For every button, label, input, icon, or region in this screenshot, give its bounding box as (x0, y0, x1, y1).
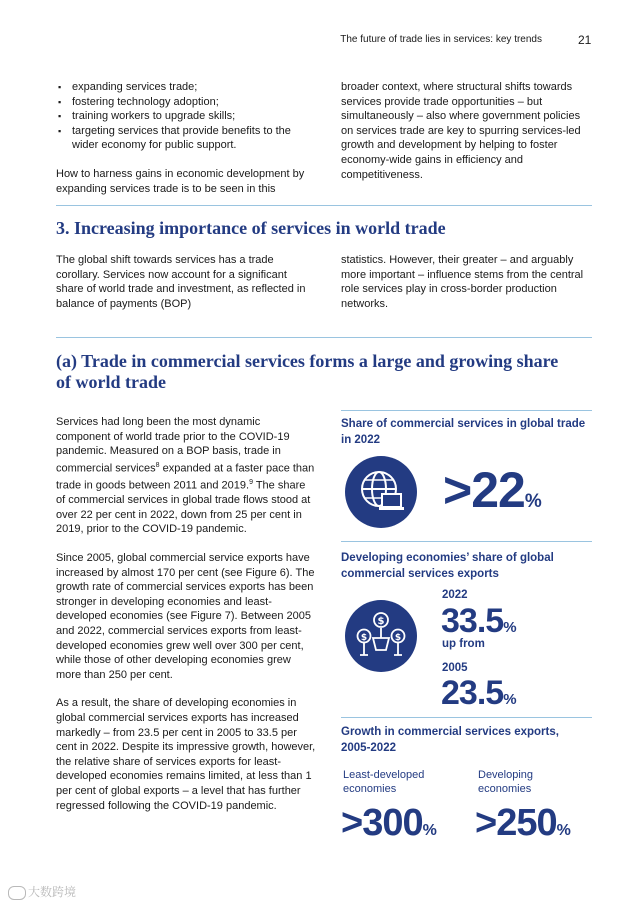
body-left-column (56, 415, 316, 813)
globe-computer-icon (345, 456, 417, 528)
value-number: 23.5 (441, 674, 504, 712)
page-number: 21 (578, 33, 592, 47)
value-number: >250 (475, 802, 557, 844)
value-unit: % (556, 822, 571, 839)
svg-text:$: $ (360, 633, 368, 643)
section3-right-paragraph: statistics. However, their greater – and arguably more important – influence stems from the central role services play in cross-border production networks. (341, 254, 584, 310)
section-heading: 3. Increasing importance of services in world trade (56, 218, 446, 238)
value-unit: % (422, 822, 437, 839)
sidebar-divider (341, 717, 592, 718)
watermark-logo-icon (8, 886, 26, 900)
body-paragraph-3: As a result, the share of developing economies in global commercial services exports has increased markedly – from 23.5 per cent in 2005 to 33.5 per cent in 2022. Despite its impressive growth, however, the relative share of services exports for least-developed economies remains limited, at less than 1 per cent of global exports – a level that has further regressed following the COVID-19 pandemic. (56, 697, 316, 812)
body-paragraph-1 (56, 415, 316, 537)
section3-left-paragraph: The global shift towards services has a trade corollary. Services now account for a significant share of world trade and investment, as reflected in balance of payments (BOP) (56, 254, 306, 310)
box2-title: Developing economies’ share of global commercial services exports (341, 552, 554, 580)
para1-text: expanded at a faster pace than trade in goods between 2011 and 2019. (56, 462, 315, 492)
para1-text: The share of commercial services in global trade flows stood at over 22 per cent in 2022, down from 25 per cent in 2019, prior to the COVID-19 pandemic. (56, 479, 311, 536)
bullet-item: ▪ expanding services trade; (56, 80, 314, 95)
svg-text:$: $ (377, 616, 385, 627)
box1-value (443, 462, 542, 530)
para1-text: Services had long been the most dynamic component of world trade prior to the COVID-19 pandemic. Measured on a BOP basis, trade in commercial services (56, 416, 290, 475)
sidebar-divider (341, 541, 592, 542)
bullet-item: ▪ training workers to upgrade skills; (56, 109, 314, 124)
intro-right-column (341, 80, 595, 182)
value-number: >22 (443, 462, 525, 518)
section-divider (56, 205, 592, 206)
box3-value-developing (475, 801, 571, 853)
value-number: >300 (341, 802, 423, 844)
box2-year-2022: 2022 (442, 589, 468, 601)
footnote-ref[interactable]: 8 (155, 461, 160, 469)
running-title: The future of trade lies in services: key trends (340, 34, 542, 45)
box3-label-developing: Developing economies (478, 769, 534, 795)
footnote-ref[interactable]: 9 (249, 479, 253, 487)
box2-up-from: up from (442, 638, 485, 650)
subsection-heading: (a) Trade in commercial services forms a large and growing share of world trade (56, 351, 559, 392)
box3-title: Growth in commercial services exports, 2005-2022 (341, 726, 559, 754)
intro-left-column (56, 80, 314, 196)
svg-text:$: $ (394, 633, 402, 643)
money-plant-icon (345, 600, 417, 672)
page-header (0, 34, 642, 48)
box3-value-least-developed (341, 801, 437, 853)
box1-title: Share of commercial services in global trade in 2022 (341, 418, 586, 446)
intro-right-paragraph: broader context, where structural shifts towards services provide trade opportunities – but simultaneously – also where government policies on services trade are key to spurring services-led growth and development by helping to foster economy-wide gains in efficiency and competitiveness. (341, 81, 581, 181)
value-number: 33.5 (441, 602, 504, 640)
intro-left-paragraph: How to harness gains in economic development by expanding services trade is to be seen in this (56, 167, 305, 195)
section3-left-column (56, 253, 314, 311)
box3-label-least-developed: Least-developed economies (343, 769, 425, 795)
bullet-item: ▪ targeting services that provide benefits to the wider economy for public support. (56, 124, 314, 153)
value-unit: % (524, 491, 542, 512)
bullet-item: ▪ fostering technology adoption; (56, 95, 314, 110)
intro-bullet-list (56, 80, 314, 153)
box2-value-2005 (441, 674, 517, 719)
sidebar-divider (341, 410, 592, 411)
watermark-text: 大数跨境 (28, 885, 77, 899)
section3-right-column (341, 253, 595, 311)
box2-year-2005: 2005 (442, 662, 468, 674)
watermark (8, 883, 76, 900)
section-divider (56, 337, 592, 338)
value-unit: % (503, 619, 517, 636)
value-unit: % (503, 691, 517, 708)
body-paragraph-2: Since 2005, global commercial service exports have increased by almost 170 per cent (see Figure 6). The growth rate of commercial services exports has been stronger in developing economies and least-developed economies (see Figure 7). Between 2005 and 2022, commercial services exports from least-developed economies grew well over 300 per cent, while those of other developing economies grew more than 250 per cent. (56, 552, 315, 681)
